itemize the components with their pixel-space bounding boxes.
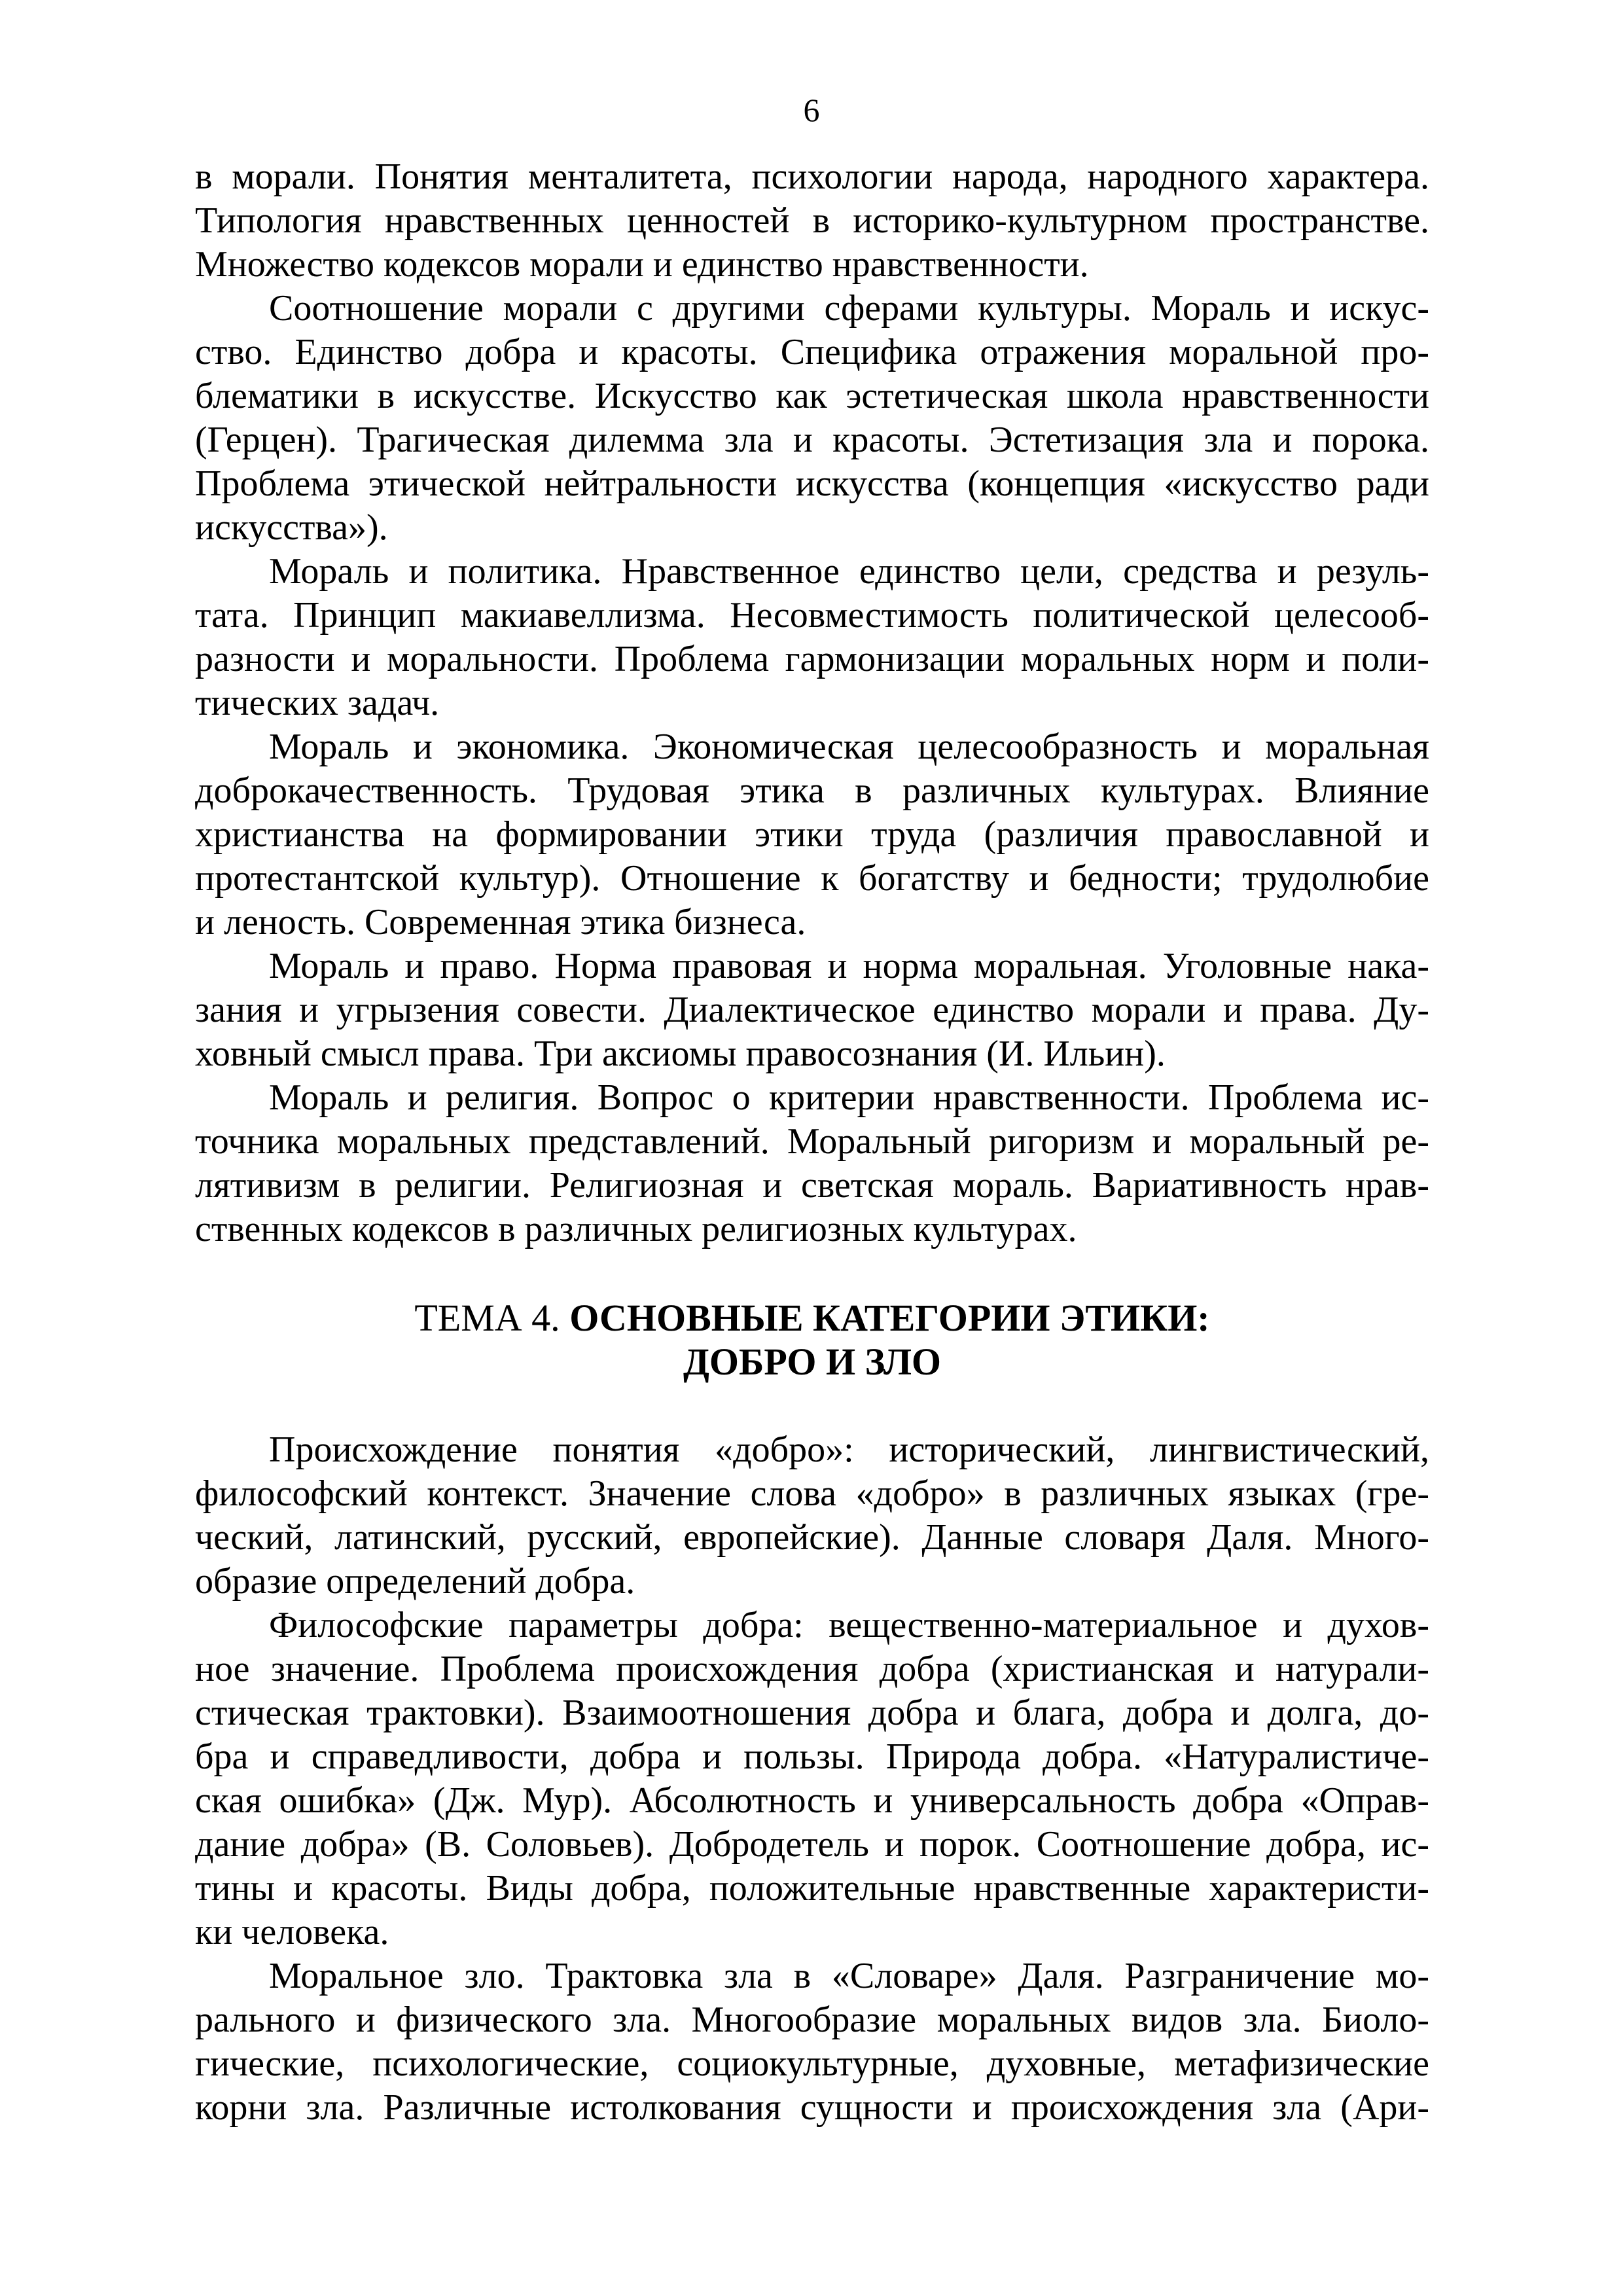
- text-line: Мораль и политика. Нравственное единство цели, средства и резуль-: [269, 551, 1429, 592]
- text-line: тины и красоты. Виды добра, положительные нравственные характеристи-: [195, 1868, 1429, 1909]
- text-line: тических задач.: [195, 683, 440, 723]
- text-line: протестантской культур). Отношение к богатству и бедности; трудолюбие: [195, 858, 1429, 899]
- paragraph: [195, 725, 1429, 944]
- text-line: ное значение. Проблема происхождения добра (христианская и натурали-: [195, 1649, 1429, 1689]
- paragraph: [195, 1604, 1429, 1954]
- text-line: гические, психологические, социокультурные, духовные, метафизические: [195, 2043, 1429, 2084]
- paragraph: [195, 1954, 1429, 2130]
- text-line: лятивизм в религии. Религиозная и светская мораль. Вариативность нрав-: [195, 1165, 1429, 1206]
- body-text-section-1: [195, 155, 1429, 1251]
- text-line: образие определений добра.: [195, 1561, 635, 1602]
- text-line: (Герцен). Трагическая дилемма зла и красоты. Эстетизация зла и порока.: [195, 420, 1429, 460]
- text-line: Соотношение морали с другими сферами культуры. Мораль и искус-: [269, 288, 1429, 329]
- text-line: тата. Принцип макиавеллизма. Несовместимость политической целесооб-: [195, 595, 1429, 636]
- body-text-section-2: [195, 1428, 1429, 2130]
- text-line: точника моральных представлений. Моральный ригоризм и моральный ре-: [195, 1121, 1429, 1162]
- text-line: искусства»).: [195, 507, 388, 548]
- text-line: Мораль и право. Норма правовая и норма моральная. Уголовные нака-: [269, 946, 1429, 986]
- text-line: Мораль и религия. Вопрос о критерии нравственности. Проблема ис-: [269, 1077, 1429, 1118]
- text-line: и леность. Современная этика бизнеса.: [195, 902, 806, 942]
- text-line: рального и физического зла. Многообразие моральных видов зла. Биоло-: [195, 2000, 1429, 2040]
- text-line: ственных кодексов в различных религиозных культурах.: [195, 1209, 1077, 1249]
- text-line: ство. Единство добра и красоты. Специфика отражения моральной про-: [195, 332, 1429, 372]
- text-line: стическая трактовки). Взаимоотношения добра и блага, добра и долга, до-: [195, 1693, 1429, 1733]
- text-line: разности и моральности. Проблема гармонизации моральных норм и поли-: [195, 639, 1429, 679]
- text-line: ческий, латинский, русский, европейские). Данные словаря Даля. Много-: [195, 1517, 1429, 1558]
- text-line: Мораль и экономика. Экономическая целесообразность и моральная: [269, 726, 1429, 767]
- text-line: доброкачественность. Трудовая этика в различных культурах. Влияние: [195, 770, 1429, 811]
- page-number: 6: [803, 92, 820, 128]
- paragraph: [195, 1076, 1429, 1251]
- text-line: ки человека.: [195, 1912, 389, 1952]
- text-line: Происхождение понятия «добро»: исторический, лингвистический,: [269, 1429, 1429, 1470]
- text-line: в морали. Понятия менталитета, психологии народа, народного характера.: [195, 156, 1429, 197]
- text-line: христианства на формировании этики труда (различия православной и: [195, 814, 1429, 855]
- text-line: Типология нравственных ценностей в историко-культурном пространстве.: [195, 200, 1429, 241]
- text-line: ховный смысл права. Три аксиомы правосознания (И. Ильин).: [195, 1033, 1166, 1074]
- text-line: Моральное зло. Трактовка зла в «Словаре» Даля. Разграничение мо-: [269, 1956, 1429, 1996]
- text-line: корни зла. Различные истолкования сущности и происхождения зла (Ари-: [195, 2087, 1429, 2128]
- text-line: блематики в искусстве. Искусство как эстетическая школа нравственности: [195, 376, 1429, 416]
- section-heading: [195, 1296, 1429, 1340]
- text-line: бра и справедливости, добра и пользы. Природа добра. «Натуралистиче-: [195, 1736, 1429, 1777]
- heading-title-line1: ОСНОВНЫЕ КАТЕГОРИИ ЭТИКИ:: [569, 1297, 1210, 1339]
- text-line: Философские параметры добра: вещественно-материальное и духов-: [269, 1605, 1429, 1645]
- text-line: Множество кодексов морали и единство нравственности.: [195, 244, 1089, 285]
- text-line: ская ошибка» (Дж. Мур). Абсолютность и универсальность добра «Оправ-: [195, 1780, 1429, 1821]
- text-line: дание добра» (В. Соловьев). Добродетель и порок. Соотношение добра, ис-: [195, 1824, 1429, 1865]
- paragraph: [195, 155, 1429, 287]
- paragraph: [195, 550, 1429, 725]
- text-line: философский контекст. Значение слова «добро» в различных языках (гре-: [195, 1473, 1429, 1514]
- paragraph: [195, 944, 1429, 1076]
- heading-prefix: ТЕМА 4.: [414, 1297, 570, 1339]
- paragraph: [195, 1428, 1429, 1604]
- heading-title-line2: ДОБРО И ЗЛО: [683, 1340, 942, 1383]
- paragraph: [195, 287, 1429, 550]
- text-line: зания и угрызения совести. Диалектическое единство морали и права. Ду-: [195, 990, 1429, 1030]
- text-line: Проблема этической нейтральности искусства (концепция «искусство ради: [195, 463, 1429, 504]
